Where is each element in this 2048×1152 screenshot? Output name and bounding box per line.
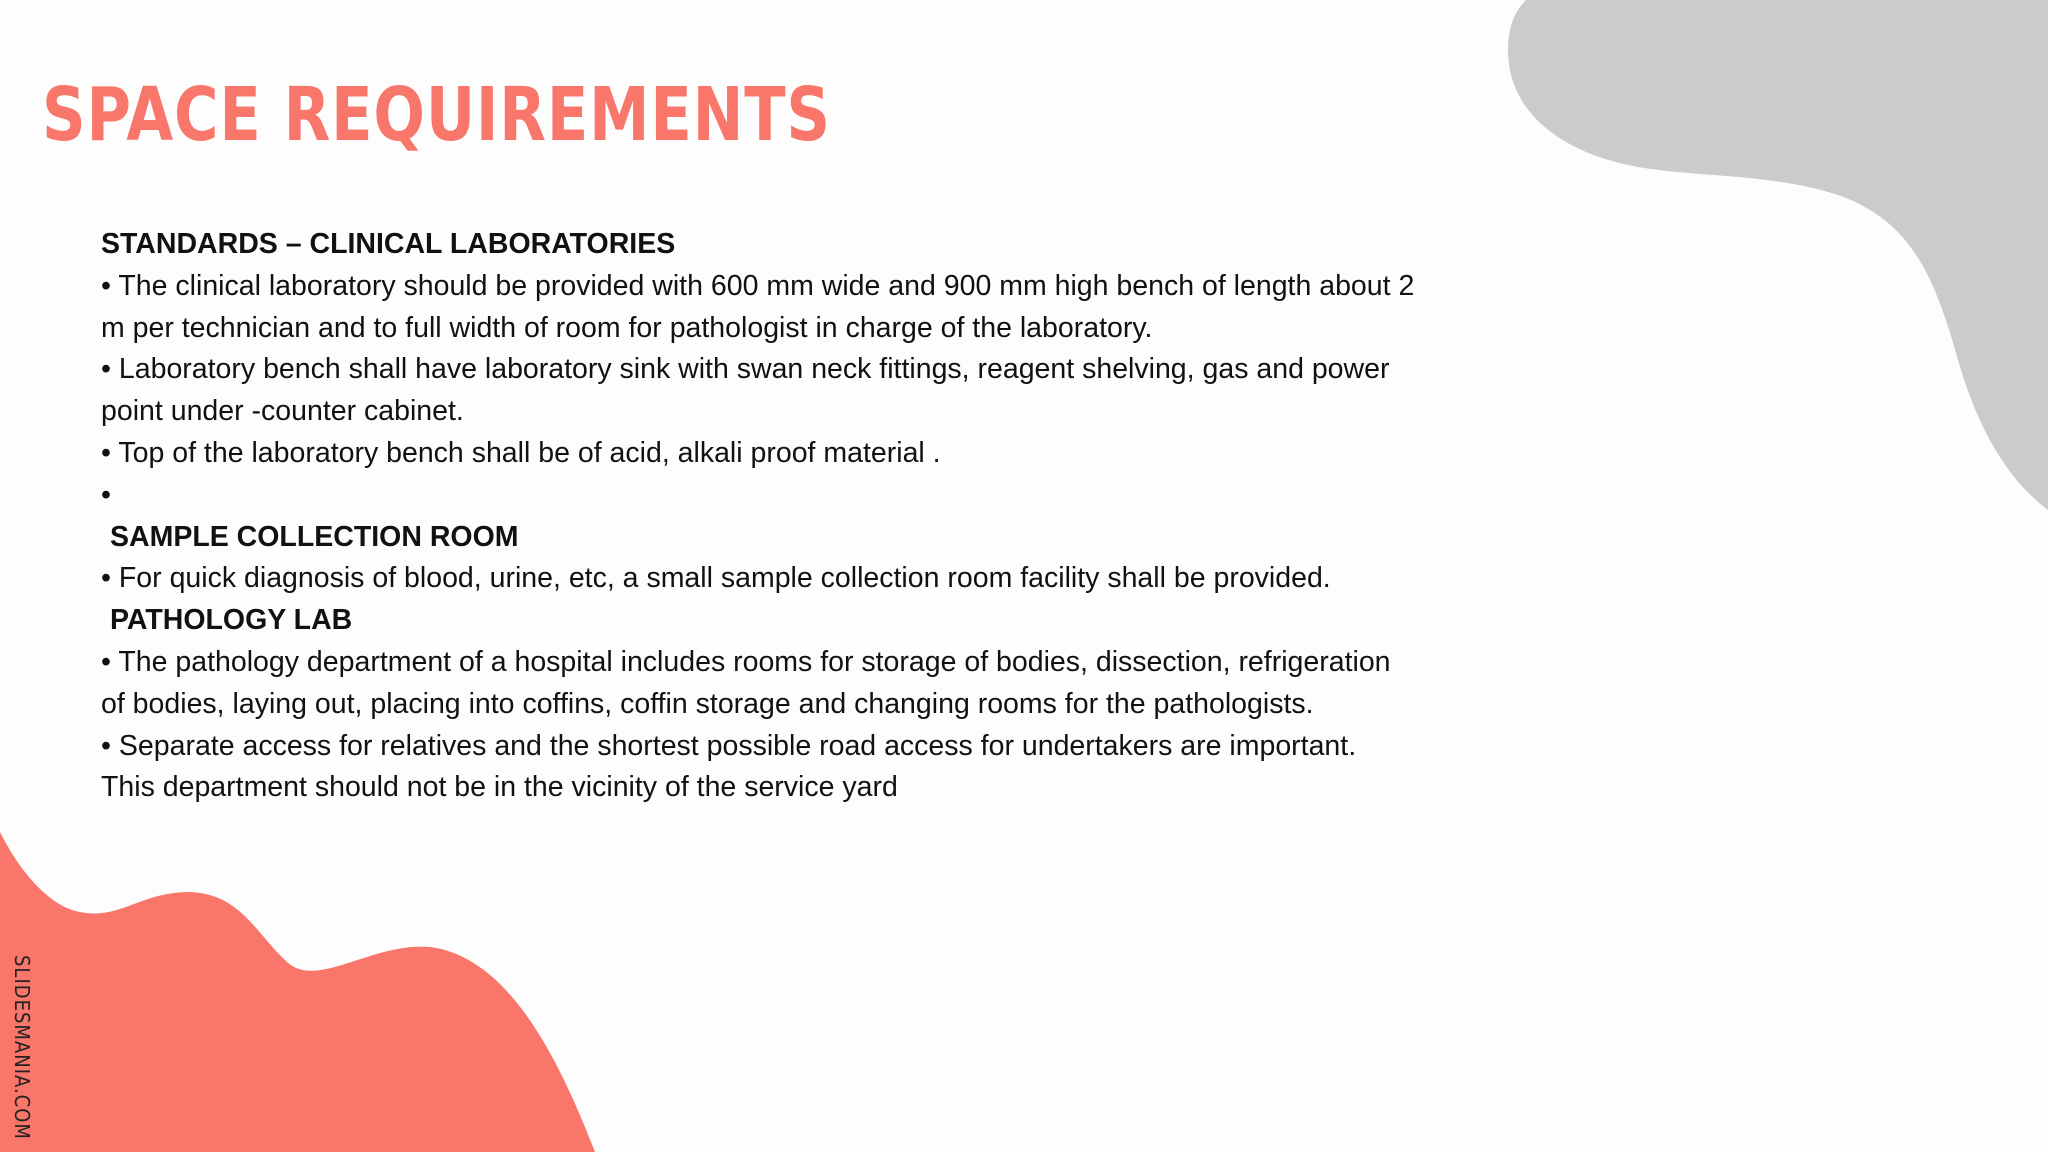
bullet-text-line: • The clinical laboratory should be provided with 600 mm wide and 900 mm high bench of length about 2 — [101, 269, 1415, 302]
slide-body — [101, 224, 1501, 809]
empty-bullet-line: • — [101, 478, 111, 511]
bullet-text-line: point under -counter cabinet. — [101, 395, 464, 428]
bullet-text-line: This department should not be in the vicinity of the service yard — [101, 771, 898, 804]
coral-blob-shape — [0, 832, 595, 1152]
bullet-text-line: m per technician and to full width of room for pathologist in charge of the laboratory. — [101, 311, 1153, 344]
section-heading-pathology-lab: PATHOLOGY LAB — [110, 604, 353, 637]
bullet-text-line: • For quick diagnosis of blood, urine, etc, a small sample collection room facility shall be provided. — [101, 562, 1331, 595]
decorative-coral-blob — [0, 832, 600, 1152]
gray-blob-shape — [1508, 0, 2048, 510]
decorative-gray-blob — [1488, 0, 2048, 520]
slide-title: SPACE REQUIREMENTS — [42, 72, 831, 158]
bullet-text-line: • Separate access for relatives and the shortest possible road access for undertakers are important. — [101, 729, 1357, 762]
section-heading-sample-collection: SAMPLE COLLECTION ROOM — [110, 520, 519, 553]
watermark-text: SLIDESMANIA.COM — [10, 955, 34, 1140]
bullet-text-line: • The pathology department of a hospital includes rooms for storage of bodies, dissection, refrigeration — [101, 645, 1391, 678]
bullet-text-line: of bodies, laying out, placing into coffins, coffin storage and changing rooms for the pathologists. — [101, 687, 1314, 720]
bullet-text-line: • Top of the laboratory bench shall be of acid, alkali proof material . — [101, 436, 941, 469]
bullet-text-line: • Laboratory bench shall have laboratory sink with swan neck fittings, reagent shelving, gas and power — [101, 353, 1390, 386]
section-heading-standards: STANDARDS – CLINICAL LABORATORIES — [101, 228, 676, 260]
